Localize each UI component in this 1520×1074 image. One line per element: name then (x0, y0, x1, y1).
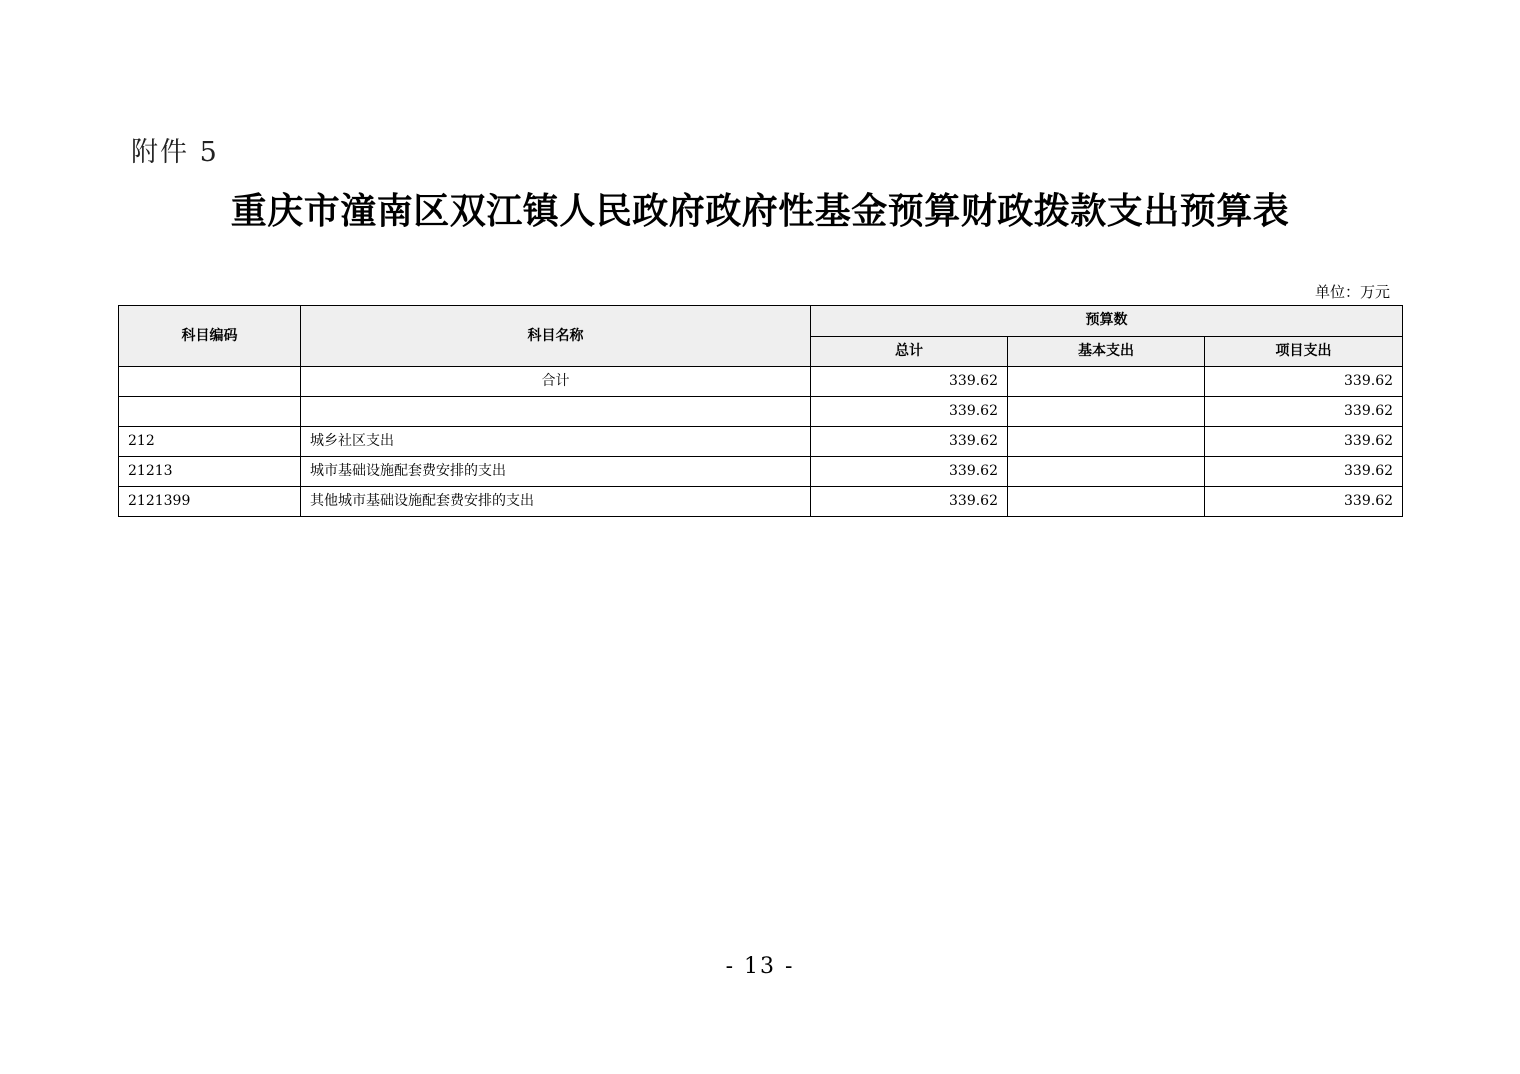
cell-project: 339.62 (1205, 427, 1403, 457)
attachment-label: 附件 5 (131, 137, 219, 168)
cell-name: 城乡社区支出 (301, 427, 811, 457)
cell-total: 339.62 (811, 487, 1008, 517)
cell-basic (1008, 397, 1205, 427)
cell-code (119, 397, 301, 427)
cell-total: 339.62 (811, 427, 1008, 457)
cell-basic (1008, 457, 1205, 487)
table-row (119, 397, 1403, 427)
page-number: - 13 - (725, 954, 795, 979)
cell-basic (1008, 427, 1205, 457)
cell-project: 339.62 (1205, 367, 1403, 397)
header-project: 项目支出 (1205, 336, 1403, 367)
header-basic: 基本支出 (1008, 336, 1205, 367)
cell-code: 21213 (119, 457, 301, 487)
unit-label: 单位：万元 (1314, 283, 1390, 301)
header-name: 科目名称 (301, 306, 811, 367)
table-row (119, 487, 1403, 517)
cell-total: 339.62 (811, 457, 1008, 487)
cell-code (119, 367, 301, 397)
cell-basic (1008, 487, 1205, 517)
cell-name: 其他城市基础设施配套费安排的支出 (301, 487, 811, 517)
header-code: 科目编码 (119, 306, 301, 367)
table-row (119, 457, 1403, 487)
cell-code: 2121399 (119, 487, 301, 517)
cell-name (301, 397, 811, 427)
table-row-total (119, 367, 1403, 397)
cell-project: 339.62 (1205, 397, 1403, 427)
cell-project: 339.62 (1205, 487, 1403, 517)
table-header-row (119, 306, 1403, 337)
budget-table (118, 305, 1403, 517)
document-title: 重庆市潼南区双江镇人民政府政府性基金预算财政拨款支出预算表 (230, 190, 1290, 232)
header-total: 总计 (811, 336, 1008, 367)
header-budget-group: 预算数 (811, 306, 1403, 337)
cell-code: 212 (119, 427, 301, 457)
table-row (119, 427, 1403, 457)
cell-project: 339.62 (1205, 457, 1403, 487)
cell-name: 合计 (301, 367, 811, 397)
cell-total: 339.62 (811, 367, 1008, 397)
cell-basic (1008, 367, 1205, 397)
cell-total: 339.62 (811, 397, 1008, 427)
cell-name: 城市基础设施配套费安排的支出 (301, 457, 811, 487)
